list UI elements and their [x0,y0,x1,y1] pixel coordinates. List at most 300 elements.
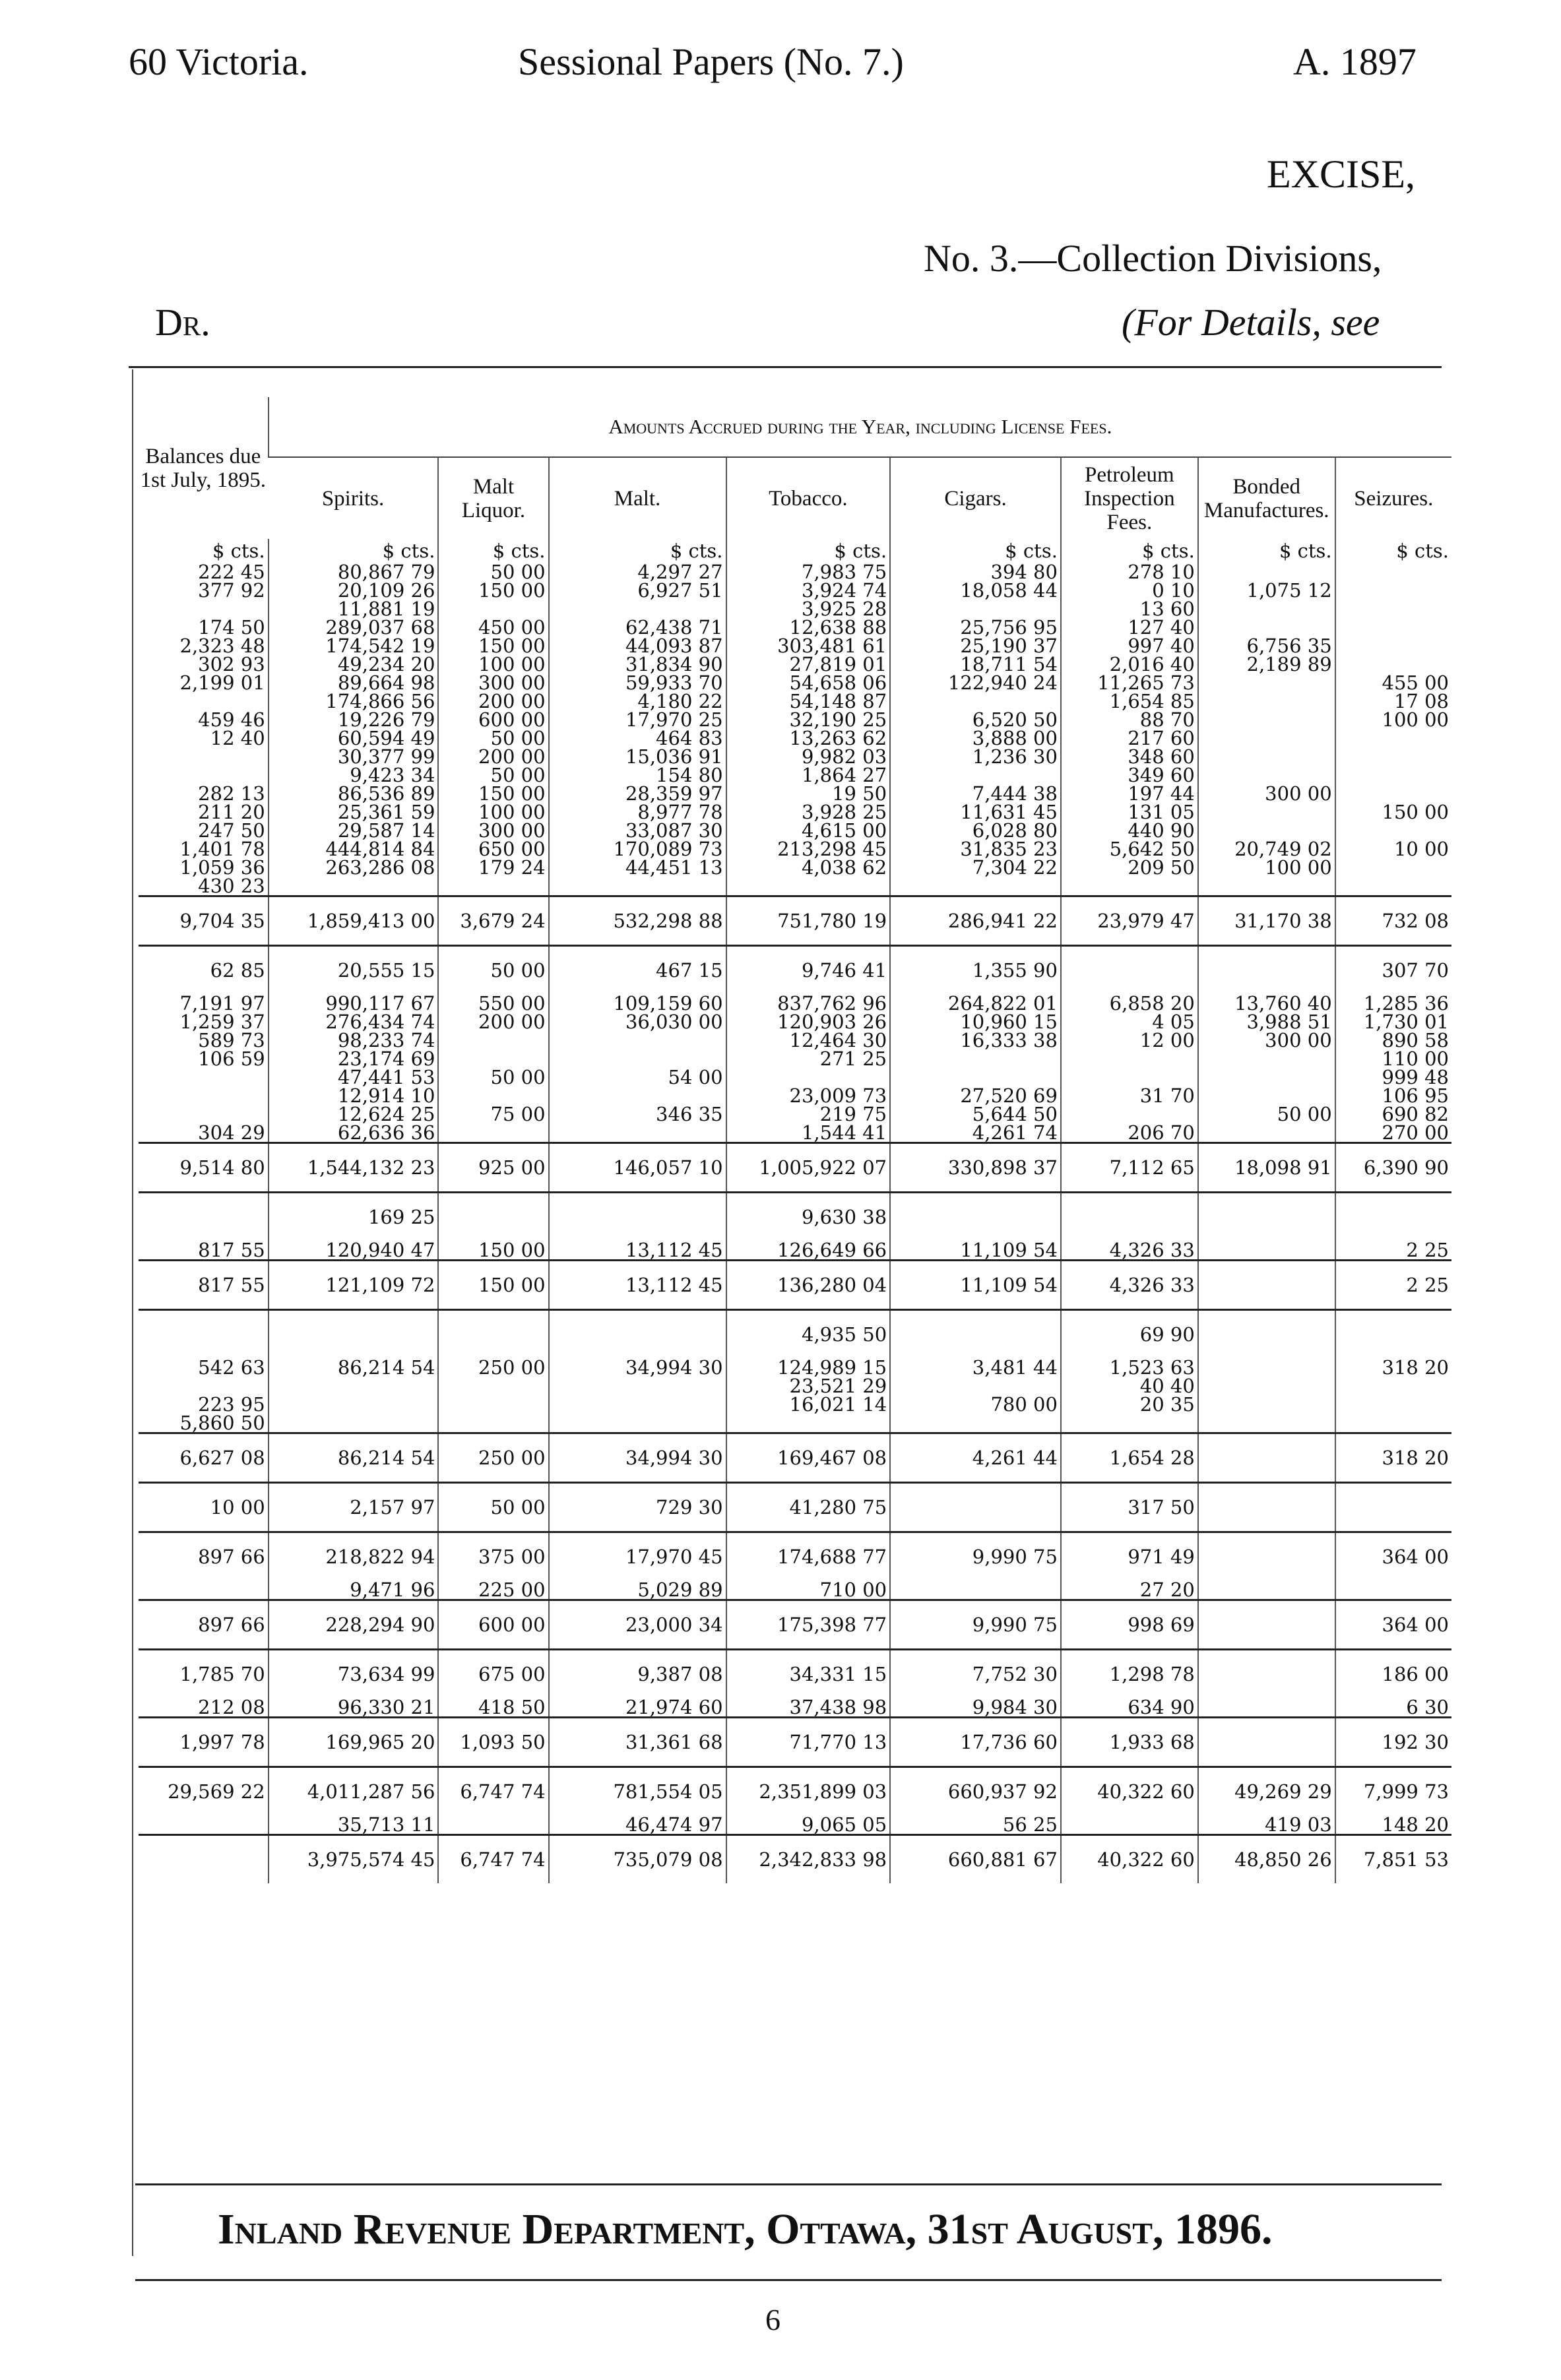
table-cell: 532,298 88 [549,896,726,946]
table-cell [1198,1650,1335,1699]
table-cell: 278 10 [1061,563,1198,581]
table-cell: 10 00 [139,1483,269,1532]
table-cell: 219 75 [726,1105,891,1123]
table-cell: 27,819 01 [726,655,891,673]
table-cell: 23,009 73 [726,1086,891,1105]
table-cell: 7,191 97 [179,992,265,1015]
table-cell [139,1581,269,1600]
table-row [139,655,1451,673]
table-cell: 96,330 21 [269,1698,439,1718]
table-cell: 600 00 [438,1600,548,1650]
table-cell [139,1815,269,1835]
table-cell [1198,1532,1335,1581]
table-cell: 33,087 30 [549,821,726,840]
table-cell [1061,1193,1198,1241]
table-cell [1198,1068,1335,1086]
table-cell [1198,1310,1335,1359]
table-cell: 37,438 98 [726,1698,891,1718]
table-cell: 1,401 78 [179,838,265,860]
total-row [139,1261,1451,1310]
table-cell: 660,937 92 [890,1767,1061,1816]
table-cell: 49,234 20 [269,655,439,673]
table-cell: 121,109 72 [269,1261,439,1310]
table-cell: 375 00 [438,1532,548,1581]
table-cell [1335,766,1451,784]
table-cell: 186 00 [1335,1650,1451,1699]
table-cell: 7,983 75 [726,563,891,581]
table-cell: 3,928 25 [726,803,891,821]
table-cell: 997 40 [1061,637,1198,655]
table-cell: 217 60 [1061,729,1198,747]
table-cell: 212 08 [198,1696,265,1718]
table-cell: 3,481 44 [890,1358,1061,1377]
table-cell [1198,1483,1335,1532]
table-cell: 27,520 69 [890,1086,1061,1105]
table-cell [1198,747,1335,766]
table-cell [438,1310,548,1359]
table-cell [1335,655,1451,673]
table-row [139,600,1451,618]
collection-divisions-title: No. 3.—Collection Divisions, [924,237,1382,280]
table-row [139,710,1451,729]
table-row [139,858,1451,877]
table-cell: $ cts. [438,539,548,563]
table-cell [1061,1815,1198,1835]
table-cell: 735,079 08 [549,1835,726,1884]
table-cell: 1,236 30 [890,747,1061,766]
table-cell: 2,157 97 [269,1483,439,1532]
table-cell: 15,036 91 [549,747,726,766]
table-cell [1335,1581,1451,1600]
table-cell: 13,263 62 [726,729,891,747]
table-cell: 2 25 [1335,1261,1451,1310]
table-cell: 32,190 25 [726,710,891,729]
table-cell [438,1414,548,1433]
table-cell [549,1310,726,1359]
table-cell: 89,664 98 [269,673,439,692]
table-cell: 13 60 [1061,600,1198,618]
table-cell: 4,038 62 [726,858,891,877]
table-cell: 1,093 50 [438,1718,548,1767]
table-row [139,1013,1451,1031]
table-cell: 890 58 [1335,1031,1451,1049]
table-cell: 86,214 54 [269,1433,439,1483]
table-cell: 9,423 34 [269,766,439,784]
table-cell: 50 00 [1198,1105,1335,1123]
table-cell [139,1086,269,1105]
table-cell [890,600,1061,618]
table-cell [1198,1377,1335,1395]
table-cell: 3,925 28 [726,600,891,618]
table-cell: 10,960 15 [890,1013,1061,1031]
table-cell: 998 69 [1061,1600,1198,1650]
table-cell: 270 00 [1335,1123,1451,1143]
table-cell [1198,946,1335,995]
table-cell: 346 35 [549,1105,726,1123]
table-cell: 18,711 54 [890,655,1061,673]
table-cell: 150 00 [438,784,548,803]
table-cell: 5,644 50 [890,1105,1061,1123]
table-cell [1198,766,1335,784]
table-row [139,821,1451,840]
table-cell: 20,749 02 [1198,840,1335,858]
table-row [139,1581,1451,1600]
table-cell: 59,933 70 [549,673,726,692]
table-cell: 2,016 40 [1061,655,1198,673]
table-cell: 4,011,287 56 [269,1767,439,1816]
table-row [139,747,1451,766]
table-cell: 29,569 22 [139,1767,269,1816]
table-cell: 6,390 90 [1335,1143,1451,1193]
col-header-seizures: Seizures. [1335,457,1451,539]
table-cell: 23,521 29 [726,1377,891,1395]
table-cell: 213,298 45 [726,840,891,858]
table-cell: 75 00 [438,1105,548,1123]
table-cell [549,1414,726,1433]
table-cell: 300 00 [438,821,548,840]
table-cell: 169,965 20 [269,1718,439,1767]
table-cell: 6,747 74 [438,1835,548,1884]
table-cell [438,1123,548,1143]
table-cell: $ cts. [1061,539,1198,563]
table-cell: 7,851 53 [1335,1835,1451,1884]
left-margin-rule [132,369,133,2256]
table-cell: 175,398 77 [726,1600,891,1650]
table-cell: 50 00 [438,1483,548,1532]
table-cell: 223 95 [198,1393,265,1416]
table-cell [1198,710,1335,729]
table-cell: 86,536 89 [269,784,439,803]
table-cell: 364 00 [1335,1532,1451,1581]
table-cell [1335,1310,1451,1359]
table-row [139,1031,1451,1049]
table-cell: 6,756 35 [1198,637,1335,655]
table-cell: 34,994 30 [549,1433,726,1483]
table-cell: 120,903 26 [726,1013,891,1031]
table-row [139,637,1451,655]
table-cell: 48,850 26 [1198,1835,1335,1884]
table-cell: $ cts. [549,539,726,563]
table-cell: 88 70 [1061,710,1198,729]
table-cell: 169 25 [269,1193,439,1241]
table-cell: 150 00 [438,1261,548,1310]
table-cell: 419 03 [1198,1815,1335,1835]
table-cell: 120,940 47 [269,1241,439,1261]
table-cell: 1,864 27 [726,766,891,784]
table-row [139,1815,1451,1835]
table-cell [726,1068,891,1086]
table-cell: 179 24 [438,858,548,877]
excise-title: EXCISE, [1267,152,1415,196]
table-row [139,1123,1451,1143]
table-cell [139,747,269,766]
table-cell: 263,286 08 [269,858,439,877]
table-cell [139,1105,269,1123]
table-cell [1198,1414,1335,1433]
table-cell: 16,021 14 [726,1395,891,1414]
table-cell: 2,342,833 98 [726,1835,891,1884]
table-cell: 86,214 54 [269,1358,439,1377]
table-cell: 2,323 48 [179,635,265,657]
table-row [139,946,1451,995]
table-cell: 62,438 71 [549,618,726,637]
table-cell: 317 50 [1061,1483,1198,1532]
table-cell: 589 73 [198,1029,265,1051]
table-cell [890,1193,1061,1241]
table-cell: 9,990 75 [890,1532,1061,1581]
table-cell: 925 00 [438,1143,548,1193]
table-cell: 150 00 [438,581,548,600]
table-cell [549,1395,726,1414]
table-cell [1061,1414,1198,1433]
table-cell [549,1193,726,1241]
table-cell: 6,627 08 [139,1433,269,1483]
table-cell: 146,057 10 [549,1143,726,1193]
table-cell: 5,029 89 [549,1581,726,1600]
table-cell: 264,822 01 [890,994,1061,1013]
collection-table [139,397,1451,1883]
table-cell [1061,1105,1198,1123]
table-cell: 377 92 [198,579,265,602]
table-cell: 6,927 51 [549,581,726,600]
table-cell: 150 00 [1335,803,1451,821]
table-cell: 31,170 38 [1198,896,1335,946]
table-cell: 56 25 [890,1815,1061,1835]
table-cell: 817 55 [198,1239,265,1261]
table-cell [269,1414,439,1433]
table-cell: 289,037 68 [269,618,439,637]
table-cell: 0 10 [1061,581,1198,600]
table-row [139,1767,1451,1816]
table-cell: 1,285 36 [1335,994,1451,1013]
table-cell: 444,814 84 [269,840,439,858]
table-cell: 25,361 59 [269,803,439,821]
table-cell [1198,1600,1335,1650]
table-cell: 6,858 20 [1061,994,1198,1013]
table-cell: 17 08 [1335,692,1451,710]
table-cell: 17,736 60 [890,1718,1061,1767]
table-cell: 675 00 [438,1650,548,1699]
table-cell: 20,555 15 [269,946,439,995]
table-cell [890,692,1061,710]
table-row [139,1377,1451,1395]
total-row [139,1433,1451,1483]
table-cell [1335,877,1451,896]
table-cell: 1,059 36 [179,856,265,879]
table-cell: 29,587 14 [269,821,439,840]
table-cell: 4 05 [1061,1013,1198,1031]
total-row [139,1143,1451,1193]
table-cell [890,1310,1061,1359]
table-cell: 990,117 67 [269,994,439,1013]
table-cell: 1,997 78 [139,1718,269,1767]
table-cell [1198,1433,1335,1483]
table-row [139,766,1451,784]
table-cell: 1,355 90 [890,946,1061,995]
table-cell: 12,624 25 [269,1105,439,1123]
table-cell: 54 00 [549,1068,726,1086]
table-cell [438,1815,548,1835]
table-cell [1335,581,1451,600]
col-header-petroleum: Petroleum Inspection Fees. [1061,457,1198,539]
table-cell: 71,770 13 [726,1718,891,1767]
table-cell: 1,523 63 [1061,1358,1198,1377]
footer-top-rule [135,2183,1442,2185]
table-row [139,877,1451,896]
table-cell: 174,866 56 [269,692,439,710]
table-cell: 23,000 34 [549,1600,726,1650]
table-cell: 2,189 89 [1198,655,1335,673]
table-cell: 200 00 [438,692,548,710]
table-cell [139,766,269,784]
table-cell: 1,654 28 [1061,1433,1198,1483]
table-cell: 100 00 [1198,858,1335,877]
table-cell: 11,109 54 [890,1241,1061,1261]
table-cell [1198,803,1335,821]
table-cell [890,877,1061,896]
table-cell: $ cts. [1198,539,1335,563]
table-row [139,618,1451,637]
table-cell: $ cts. [212,540,265,562]
table-cell: 9,471 96 [269,1581,439,1600]
table-cell: 455 00 [1335,673,1451,692]
table-cell: 302 93 [198,653,265,675]
table-cell [1335,729,1451,747]
table-cell [1198,1241,1335,1261]
table-cell [1198,1358,1335,1377]
table-cell: 690 82 [1335,1105,1451,1123]
table-cell: 106 95 [1335,1086,1451,1105]
table-cell: 17,970 45 [549,1532,726,1581]
table-cell: 3,988 51 [1198,1013,1335,1031]
table-cell: $ cts. [726,539,891,563]
table-cell: 40,322 60 [1061,1767,1198,1816]
table-cell: 751,780 19 [726,896,891,946]
table-row [139,1310,1451,1359]
table-cell [1335,1193,1451,1241]
table-cell: 440 90 [1061,821,1198,840]
table-cell: 5,642 50 [1061,840,1198,858]
total-row [139,1718,1451,1767]
table-cell: 300 00 [1198,1031,1335,1049]
table-cell: 13,112 45 [549,1261,726,1310]
table-cell: 304 29 [198,1121,265,1144]
table-cell [1198,1395,1335,1414]
table-cell: 348 60 [1061,747,1198,766]
table-cell: 62,636 36 [269,1123,439,1143]
table-cell: 35,713 11 [269,1815,439,1835]
table-cell: 80,867 79 [269,563,439,581]
table-cell: 100 00 [438,655,548,673]
table-cell [1335,563,1451,581]
table-cell: 9,630 38 [726,1193,891,1241]
table-cell: 7,112 65 [1061,1143,1198,1193]
table-cell: 228,294 90 [269,1600,439,1650]
table-cell: 69 90 [1061,1310,1198,1359]
table-cell: 100 00 [1335,710,1451,729]
table-cell: 110 00 [1335,1049,1451,1068]
table-row [139,1532,1451,1581]
table-cell: 1,544 41 [726,1123,891,1143]
table-row [139,673,1451,692]
table-cell [1335,858,1451,877]
table-cell: 169,467 08 [726,1433,891,1483]
table-cell: 1,654 85 [1061,692,1198,710]
table-cell: 11,109 54 [890,1261,1061,1310]
table-cell [1198,1123,1335,1143]
table-cell [1335,1483,1451,1532]
table-cell [1335,637,1451,655]
table-cell [549,1086,726,1105]
table-cell: 897 66 [139,1532,269,1581]
table-cell: 9,065 05 [726,1815,891,1835]
table-cell: 9,990 75 [890,1600,1061,1650]
table-cell: 49,269 29 [1198,1767,1335,1816]
table-cell: 971 49 [1061,1532,1198,1581]
table-cell: 41,280 75 [726,1483,891,1532]
table-cell [1335,784,1451,803]
table-cell: 1,785 70 [139,1650,269,1699]
table-cell: 31,835 23 [890,840,1061,858]
table-cell: 20 35 [1061,1395,1198,1414]
table-cell: 100 00 [438,803,548,821]
table-cell [1198,563,1335,581]
col-header-malt: Malt. [549,457,726,539]
col-header-spirits: Spirits. [321,486,385,511]
table-cell: 16,333 38 [890,1031,1061,1049]
table-cell: 9,984 30 [890,1698,1061,1718]
table-cell: $ cts. [890,539,1061,563]
table-cell: 7,304 22 [890,858,1061,877]
table-cell: 300 00 [438,673,548,692]
units-row [139,539,1451,563]
table-cell: 318 20 [1335,1358,1451,1377]
table-cell: 464 83 [549,729,726,747]
table-cell: 150 00 [438,1241,548,1261]
table-cell: 303,481 61 [726,637,891,655]
page-number: 6 [765,2303,780,2336]
table-cell: 2 25 [1335,1241,1451,1261]
table-cell: 50 00 [438,766,548,784]
table-cell: 394 80 [890,563,1061,581]
table-cell [1198,1193,1335,1241]
table-cell: 817 55 [139,1261,269,1310]
table-cell [139,1377,269,1395]
table-cell [1198,1581,1335,1600]
table-row [139,1086,1451,1105]
table-cell: 4,615 00 [726,821,891,840]
table-cell: 1,859,413 00 [269,896,439,946]
table-row [139,1241,1451,1261]
table-cell: 3,924 74 [726,581,891,600]
table-cell: 174,688 77 [726,1532,891,1581]
table-cell [1335,1414,1451,1433]
table-cell: 148 20 [1335,1815,1451,1835]
table-cell [438,1086,548,1105]
table-cell: 44,093 87 [549,637,726,655]
table-cell: 7,999 73 [1335,1767,1451,1816]
table-cell [1198,821,1335,840]
table-cell [1335,1395,1451,1414]
table-cell [1198,877,1335,896]
table-cell: 9,704 35 [139,896,269,946]
table-cell: 131 05 [1061,803,1198,821]
table-cell: 330,898 37 [890,1143,1061,1193]
table-cell [726,1414,891,1433]
table-cell: 9,387 08 [549,1650,726,1699]
table-row [139,1698,1451,1718]
table-cell [549,1123,726,1143]
